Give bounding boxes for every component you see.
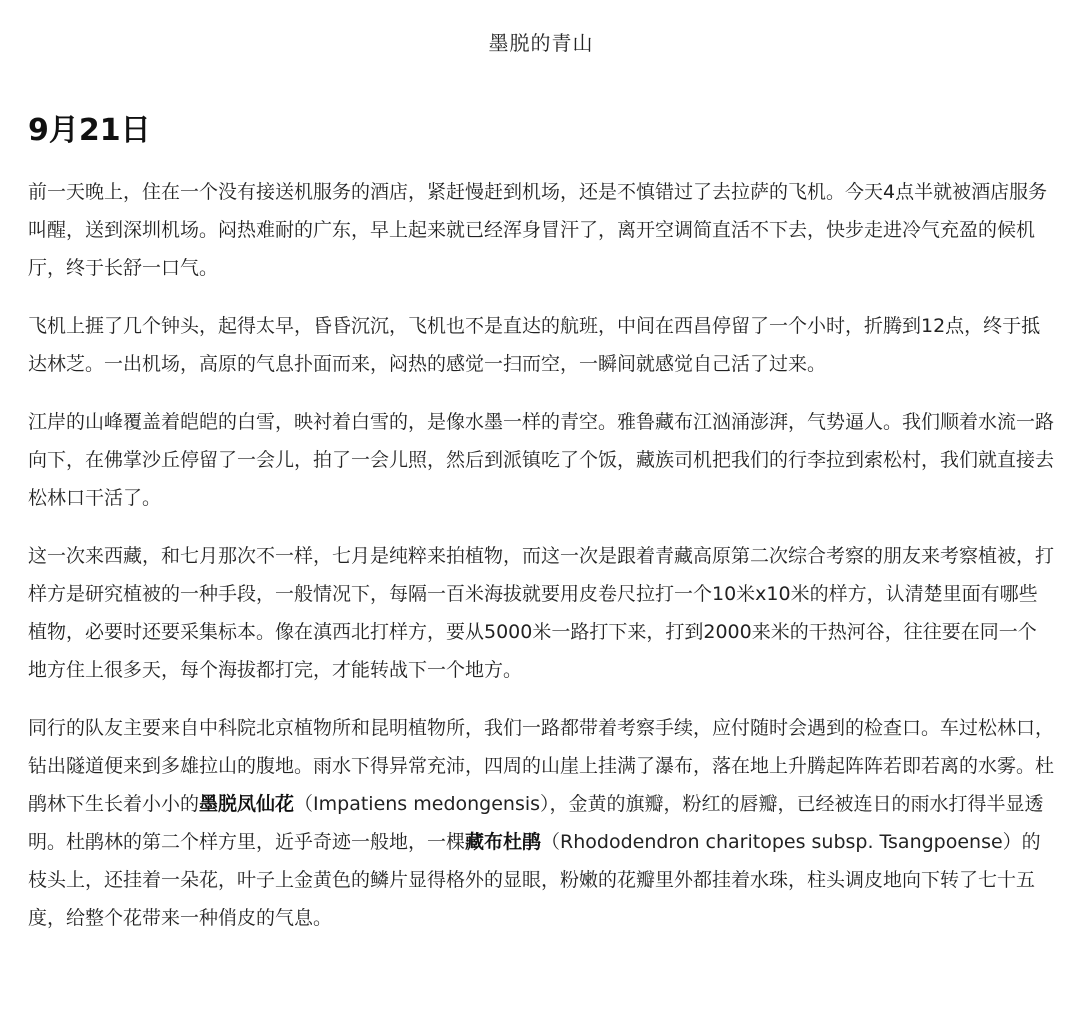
species-name-impatiens: 墨脱凤仙花 [199, 793, 295, 815]
paragraph-1: 前一天晚上，住在一个没有接送机服务的酒店，紧赶慢赶到机场，还是不慎错过了去拉萨的飞机。今天4点半就被酒店服务叫醒，送到深圳机场。闷热难耐的广东，早上起来就已经浑身冒汗了，离开空调简直活不下去，快步走进冷气充盈的候机厅，终于长舒一口气。 [28, 181, 1048, 279]
site-title[interactable]: 墨脱的青山 [488, 31, 594, 55]
paragraph-4: 这一次来西藏，和七月那次不一样，七月是纯粹来拍植物，而这一次是跟着青藏高原第二次综合考察的朋友来考察植被，打样方是研究植被的一种手段，一般情况下，每隔一百米海拔就要用皮卷尺拉打一个10米x10米的样方，认清楚里面有哪些植物，必要时还要采集标本。像在滇西北打样方，要从5000米一路打下来，打到2000来米的干热河谷，往往要在同一个地方住上很多天，每个海拔都打完，才能转战下一个地方。 [28, 545, 1055, 681]
paragraph-5-text-a: 同行的队友主要来自中科院北京植物所和昆明植物所，我们一路都带着考察手续，应付随时会遇到的检查口。车过松林口，钻出隧道便来到多雄拉山的腹地。雨水下得异常充沛，四周的山崖上挂满了瀑布，落在地上升腾起阵阵若即若离的水雾。杜鹃林下生长着小小的 [28, 717, 1055, 815]
post [28, 111, 1054, 937]
paragraph-3: 江岸的山峰覆盖着皑皑的白雪，映衬着白雪的，是像水墨一样的青空。雅鲁藏布江汹涌澎湃，气势逼人。我们顺着水流一路向下，在佛掌沙丘停留了一会儿，拍了一会儿照，然后到派镇吃了个饭，藏族司机把我们的行李拉到索松村，我们就直接去松林口干活了。 [28, 411, 1055, 509]
paragraph-2: 飞机上捱了几个钟头，起得太早，昏昏沉沉，飞机也不是直达的航班，中间在西昌停留了一个小时，折腾到12点，终于抵达林芝。一出机场，高原的气息扑面而来，闷热的感觉一扫而空，一瞬间就感觉自己活了过来。 [28, 315, 1041, 375]
paragraph-5-text-b: （Impatiens medongensis），金黄的旗瓣，粉红的唇瓣，已经被连日的雨水打得半显透明。杜鹃林的第二个样方里，近乎奇迹一般地，一棵 [28, 793, 1044, 853]
paragraph-5-text-c: （Rhododendron charitopes subsp. Tsangpoense）的枝头上，还挂着一朵花，叶子上金黄色的鳞片显得格外的显眼，粉嫩的花瓣里外都挂着水珠，柱头调皮地向下转了七十五度，给整个花带来一种俏皮的气息。 [28, 831, 1041, 929]
post-date: 9月21日 [28, 113, 151, 148]
paragraph-5 [28, 709, 1054, 937]
species-name-rhododendron: 藏布杜鹃 [465, 831, 542, 853]
